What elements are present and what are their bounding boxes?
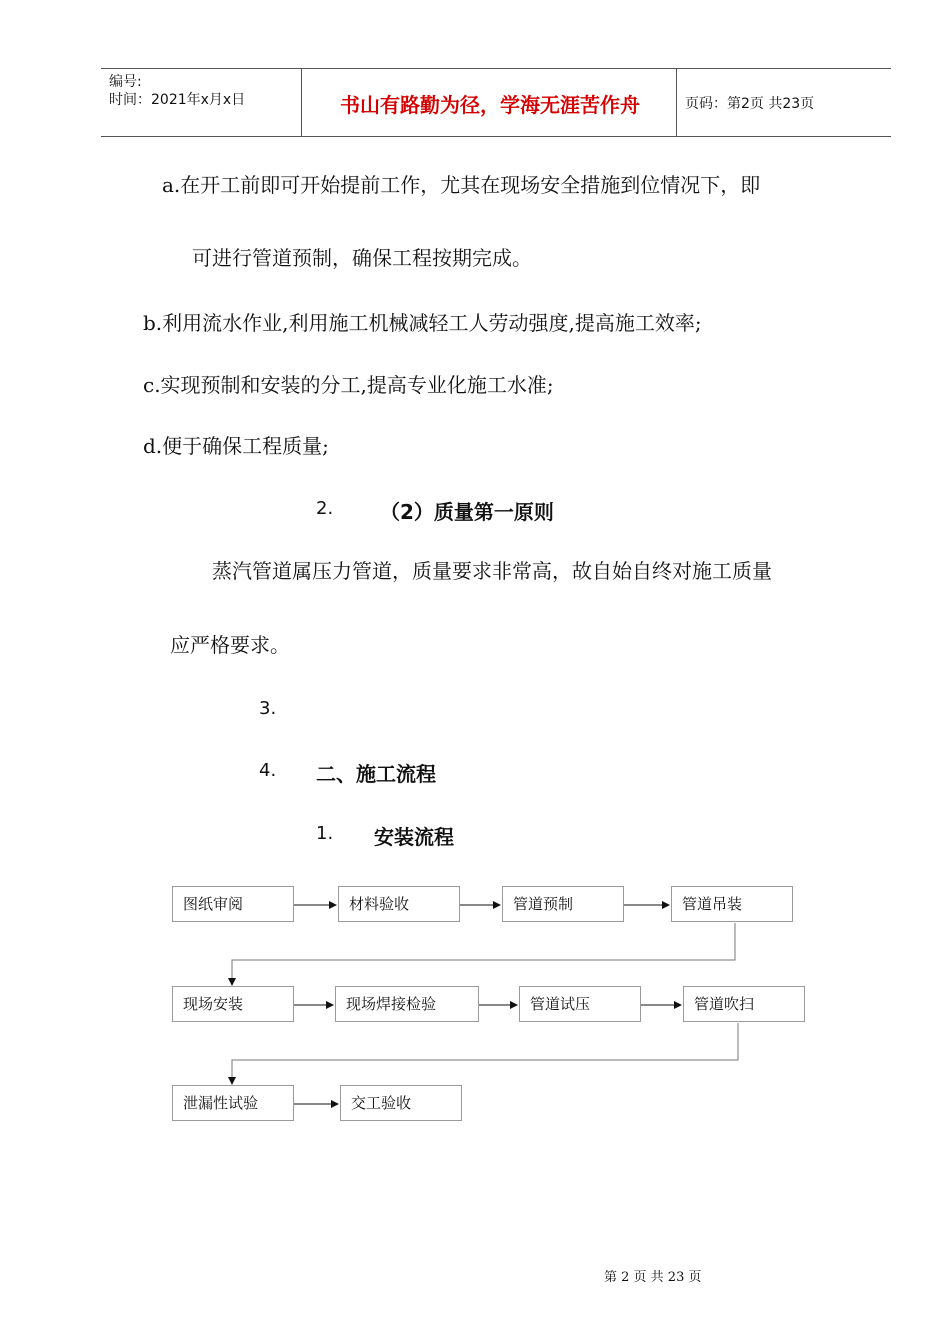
code-label: 编号:	[109, 74, 142, 90]
page-footer: 第 2 页 共 23 页	[604, 1270, 702, 1285]
flow-step-handover-acceptance: 交工验收	[340, 1085, 462, 1121]
section-2-title: （2）质量第一原则	[380, 500, 554, 524]
quality-line1: 蒸汽管道属压力管道，质量要求非常高，故自始自终对施工质量	[212, 559, 772, 583]
quality-line2: 应严格要求。	[170, 633, 290, 657]
subsection-1-number: 1.	[316, 823, 334, 844]
item-b: b.利用流水作业,利用施工机械减轻工人劳动强度,提高施工效率;	[143, 311, 702, 335]
header-page-info: 页码：第2页 共23页	[685, 96, 815, 112]
item-d: d.便于确保工程质量;	[143, 434, 329, 458]
section-4-title: 二、施工流程	[316, 762, 436, 786]
flow-step-site-install: 现场安装	[172, 986, 294, 1022]
flow-step-pipe-hoisting: 管道吊装	[671, 886, 793, 922]
flow-connector	[232, 1023, 738, 1084]
item-c: c.实现预制和安装的分工,提高专业化施工水准;	[143, 373, 554, 397]
flow-step-leak-test: 泄漏性试验	[172, 1085, 294, 1121]
item-a-line1: a.在开工前即可开始提前工作，尤其在现场安全措施到位情况下，即	[162, 173, 761, 197]
item-a-line2: 可进行管道预制，确保工程按期完成。	[192, 246, 532, 270]
flow-step-drawing-review: 图纸审阅	[172, 886, 294, 922]
date-label: 时间：2021年x月x日	[109, 92, 246, 108]
flow-step-pressure-test: 管道试压	[519, 986, 641, 1022]
header-motto: 书山有路勤为径，学海无涯苦作舟	[340, 93, 640, 117]
section-3-number: 3.	[259, 698, 277, 719]
flow-step-pipe-blowing: 管道吹扫	[683, 986, 805, 1022]
flow-step-material-inspection: 材料验收	[338, 886, 460, 922]
section-4-number: 4.	[259, 760, 277, 781]
subsection-1-title: 安装流程	[374, 825, 454, 849]
flow-step-pipe-prefab: 管道预制	[502, 886, 624, 922]
flow-step-weld-inspection: 现场焊接检验	[335, 986, 479, 1022]
section-2-number: 2.	[316, 498, 334, 519]
flow-connector	[232, 923, 735, 985]
